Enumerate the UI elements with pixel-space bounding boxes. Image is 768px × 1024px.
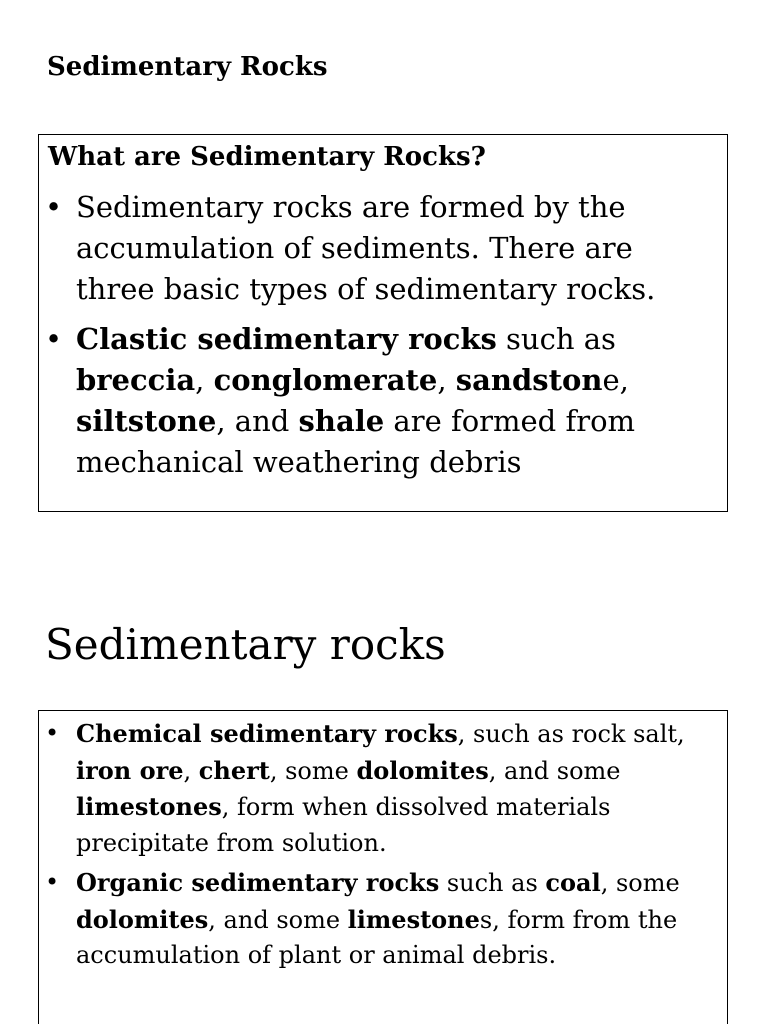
text-run: , form when dissolved materials precipitate from solution. — [76, 793, 611, 857]
text-run: , and some — [208, 905, 348, 934]
text-run: such as — [496, 322, 616, 356]
term-dolomites: dolomites — [356, 755, 489, 785]
term-coal: coal — [545, 868, 601, 897]
slide-1-title: Sedimentary Rocks — [47, 52, 328, 82]
term-limestone: limestone — [347, 904, 480, 934]
bullet-text — [76, 319, 715, 483]
bullet-dot: • — [45, 719, 60, 747]
slide-1-content-box — [38, 134, 728, 512]
bullet-dot: • — [45, 868, 60, 896]
term-conglomerate: conglomerate — [213, 363, 438, 397]
term-limestones: limestones — [76, 792, 222, 821]
bullet-item — [45, 187, 715, 310]
bullet-text: Sedimentary rocks are formed by the accumulation of sediments. There are three basic types of sedimentary rocks. — [76, 190, 656, 306]
bullet-text — [76, 865, 715, 974]
text-run: are formed from mechanical weathering debris — [76, 404, 636, 479]
text-run: s, form from the accumulation of plant or animal debris. — [76, 905, 678, 969]
bullet-dot: • — [45, 190, 63, 224]
slide-2-content-box — [38, 710, 728, 1024]
term-organic: Organic sedimentary rocks — [76, 868, 440, 897]
term-breccia: breccia — [76, 363, 196, 397]
term-shale: shale — [298, 404, 385, 438]
text-run: , such as rock salt, — [457, 720, 685, 748]
text-run: e, — [602, 363, 629, 397]
bullet-item — [45, 865, 715, 974]
bullet-item — [45, 319, 715, 483]
text-run: , and — [216, 404, 299, 438]
text-run: , some — [600, 869, 680, 897]
term-siltstone: siltstone — [76, 404, 217, 438]
term-sandstone: sandston — [455, 363, 603, 397]
term-dolomites: dolomites — [76, 904, 209, 934]
text-run: , — [183, 756, 199, 785]
slide-2-title: Sedimentary rocks — [45, 620, 446, 669]
text-run: , — [437, 363, 456, 397]
term-clastic: Clastic sedimentary rocks — [76, 322, 497, 356]
slide-1-heading: What are Sedimentary Rocks? — [48, 142, 486, 172]
bullet-dot: • — [45, 322, 63, 356]
text-run: , — [195, 363, 214, 397]
text-run: , some — [269, 756, 357, 785]
term-chert: chert — [198, 755, 270, 785]
bullet-item — [45, 716, 715, 861]
term-chemical: Chemical sedimentary rocks — [76, 719, 458, 748]
bullet-text — [76, 716, 715, 861]
text-run: , and some — [488, 756, 621, 785]
term-iron-ore: iron ore — [76, 755, 184, 785]
text-run: such as — [439, 869, 546, 897]
